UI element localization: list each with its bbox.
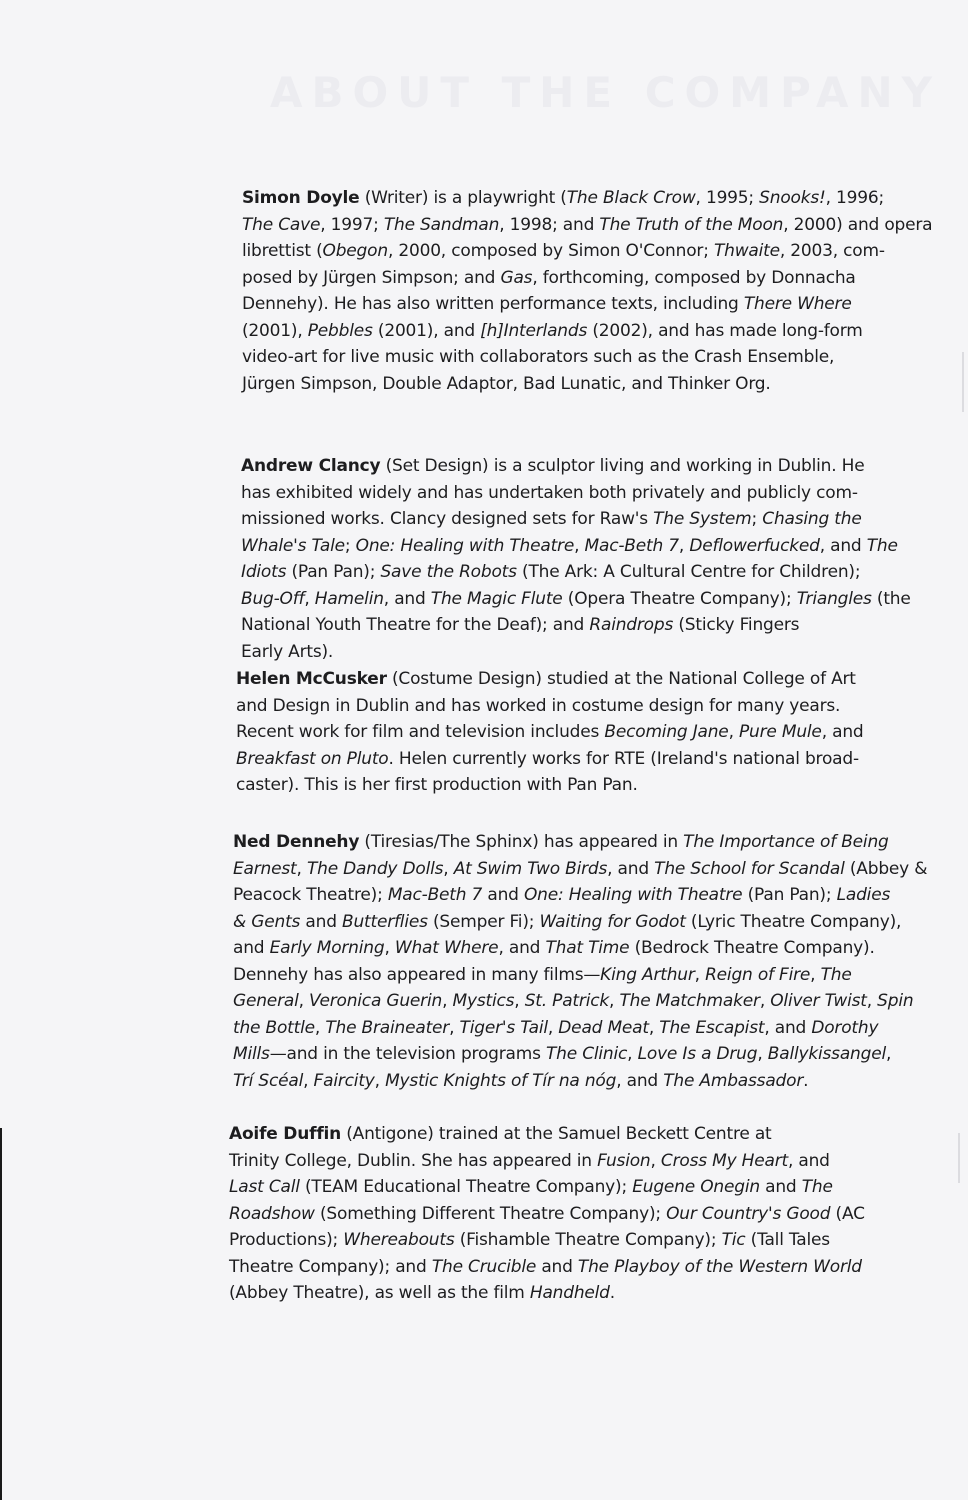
bio-line: caster). This is her first production with Pan Pan. (236, 775, 638, 795)
bio-line: Breakfast on Pluto. Helen currently works for RTE (Ireland's national broad- (236, 748, 859, 769)
bio-line: and Design in Dublin and has worked in costume design for many years. (236, 695, 841, 716)
bio-line: missioned works. Clancy designed sets for Raw's The System; Chasing the (241, 509, 862, 529)
bio-line: librettist (Obegon, 2000, composed by Simon O'Connor; Thwaite, 2003, com- (242, 241, 885, 261)
bio-line: Theatre Company); and The Crucible and The Playboy of the Western World (229, 1256, 862, 1277)
bio-line: has exhibited widely and has undertaken both privately and publicly com- (241, 482, 858, 503)
bio-andrew-clancy (241, 453, 911, 665)
page-edge-mark (962, 352, 964, 412)
bio-line: (2001), Pebbles (2001), and [h]Interlands (2002), and has made long-form (242, 320, 863, 341)
bio-line: Idiots (Pan Pan); Save the Robots (The Ark: A Cultural Centre for Children); (241, 562, 861, 582)
bio-simon-doyle (242, 185, 932, 397)
page-edge-mark (0, 1128, 2, 1500)
bio-line: Productions); Whereabouts (Fishamble Theatre Company); Tic (Tall Tales (229, 1230, 830, 1250)
bio-line: Whale's Tale; One: Healing with Theatre, Mac-Beth 7, Deflowerfucked, and The (241, 535, 898, 556)
bio-line: (Abbey Theatre), as well as the film Handheld. (229, 1283, 615, 1303)
bio-line: and Early Morning, What Where, and That Time (Bedrock Theatre Company). (233, 938, 875, 958)
bio-line: Roadshow (Something Different Theatre Company); Our Country's Good (AC (229, 1203, 865, 1224)
bio-line: Last Call (TEAM Educational Theatre Company); Eugene Onegin and The (229, 1177, 833, 1197)
bio-line: & Gents and Butterflies (Semper Fi); Waiting for Godot (Lyric Theatre Company), (233, 911, 902, 932)
bio-line: Aoife Duffin (Antigone) trained at the Samuel Beckett Centre at (229, 1124, 772, 1144)
bio-aoife-duffin (229, 1121, 865, 1307)
bio-line: Peacock Theatre); Mac-Beth 7 and One: Healing with Theatre (Pan Pan); Ladies (233, 885, 891, 905)
bio-line: Trinity College, Dublin. She has appeared in Fusion, Cross My Heart, and (229, 1150, 830, 1171)
bio-line: Mills—and in the television programs The Clinic, Love Is a Drug, Ballykissangel, (233, 1044, 892, 1064)
bio-line: Helen McCusker (Costume Design) studied at the National College of Art (236, 669, 856, 689)
page-edge-mark (958, 1133, 960, 1183)
bio-line: Bug-Off, Hamelin, and The Magic Flute (Opera Theatre Company); Triangles (the (241, 588, 911, 609)
bio-line: video-art for live music with collaborators such as the Crash Ensemble, (242, 347, 835, 367)
bio-line: Recent work for film and television includes Becoming Jane, Pure Mule, and (236, 722, 864, 742)
bio-line: Dennehy). He has also written performance texts, including There Where (242, 294, 852, 314)
bio-line: Ned Dennehy (Tiresias/The Sphinx) has appeared in The Importance of Being (233, 832, 889, 852)
bio-line: the Bottle, The Braineater, Tiger's Tail, Dead Meat, The Escapist, and Dorothy (233, 1017, 879, 1038)
bio-line: General, Veronica Guerin, Mystics, St. Patrick, The Matchmaker, Oliver Twist, Spin (233, 991, 914, 1011)
bio-line: Jürgen Simpson, Double Adaptor, Bad Lunatic, and Thinker Org. (242, 373, 771, 394)
bio-line: Early Arts). (241, 641, 334, 662)
bio-line: posed by Jürgen Simpson; and Gas, forthcoming, composed by Donnacha (242, 267, 856, 288)
bio-ned-dennehy (233, 829, 927, 1094)
bio-line: Simon Doyle (Writer) is a playwright (The Black Crow, 1995; Snooks!, 1996; (242, 188, 885, 208)
bio-line: Dennehy has also appeared in many films—King Arthur, Reign of Fire, The (233, 964, 852, 985)
bio-line: Andrew Clancy (Set Design) is a sculptor living and working in Dublin. He (241, 456, 865, 476)
bio-helen-mccusker (236, 666, 863, 799)
bio-line: Trí Scéal, Faircity, Mystic Knights of Tír na nóg, and The Ambassador. (233, 1070, 809, 1091)
bio-line: National Youth Theatre for the Deaf); and Raindrops (Sticky Fingers (241, 615, 800, 635)
bio-line: Earnest, The Dandy Dolls, At Swim Two Birds, and The School for Scandal (Abbey & (233, 858, 928, 879)
bio-line: The Cave, 1997; The Sandman, 1998; and The Truth of the Moon, 2000) and opera (242, 214, 933, 235)
show-through-heading: ABOUT THE COMPANY (270, 68, 942, 117)
